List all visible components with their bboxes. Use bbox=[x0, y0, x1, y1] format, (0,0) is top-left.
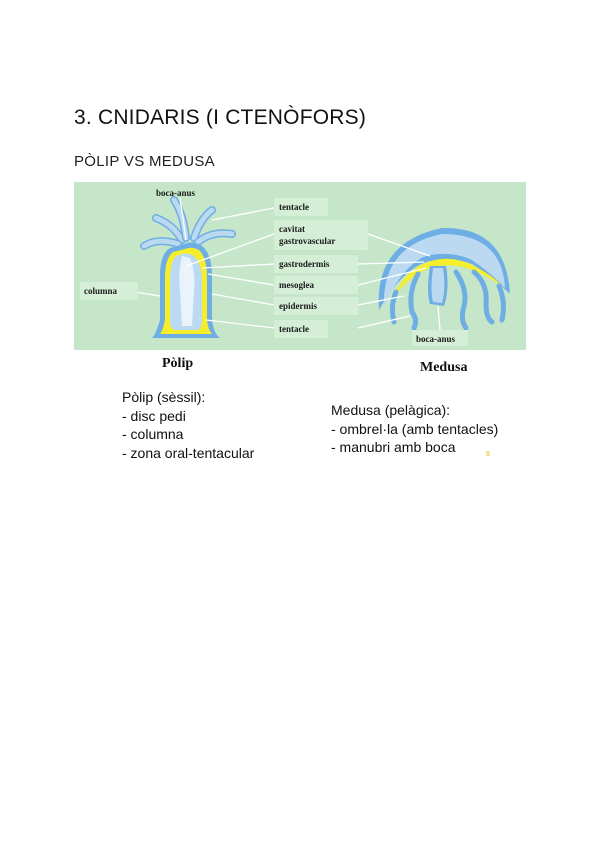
list-item: - disc pedi bbox=[122, 407, 186, 424]
label-epidermis: epidermis bbox=[279, 301, 317, 311]
label-boca-anus-polyp: boca-anus bbox=[156, 188, 196, 198]
label-gastrovascular: gastrovascular bbox=[279, 236, 336, 246]
list-item: - ombrel·la (amb tentacles) bbox=[331, 420, 499, 437]
list-item: - columna bbox=[122, 426, 184, 442]
list-item: - zona oral-tentacular bbox=[122, 444, 255, 461]
label-tentacle-top: tentacle bbox=[279, 202, 309, 212]
polip-list-title: Pòlip (sèssil): bbox=[122, 389, 206, 405]
polyp-medusa-diagram bbox=[74, 182, 526, 350]
label-columna: columna bbox=[84, 286, 118, 296]
polip-list bbox=[122, 388, 254, 462]
label-tentacle-bottom: tentacle bbox=[279, 324, 309, 334]
label-mesoglea: mesoglea bbox=[279, 280, 314, 290]
caption-polip: Pòlip bbox=[162, 356, 194, 371]
label-boca-anus-medusa: boca-anus bbox=[416, 334, 456, 344]
caption-medusa: Medusa bbox=[420, 360, 468, 375]
medusa-list-title: Medusa (pelàgica): bbox=[331, 402, 451, 418]
label-gastrodermis: gastrodermis bbox=[279, 259, 330, 269]
label-cavitat: cavitat bbox=[279, 224, 305, 234]
section-subtitle: PÒLIP VS MEDUSA bbox=[74, 153, 215, 170]
small-mark: 6 bbox=[486, 451, 490, 458]
page-title: 3. CNIDARIS (I CTENÒFORS) bbox=[74, 106, 367, 129]
medusa-list bbox=[331, 401, 498, 457]
list-item: - manubri amb boca bbox=[331, 439, 456, 455]
